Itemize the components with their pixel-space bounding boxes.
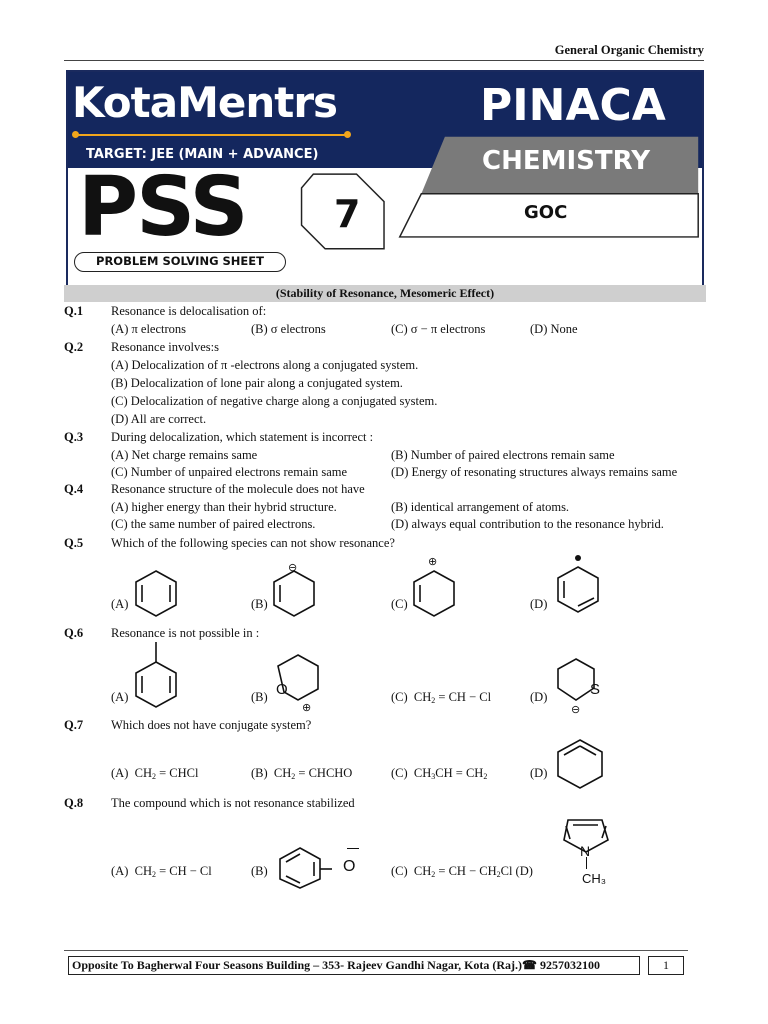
question-number: Q.4 xyxy=(64,482,84,496)
q3-option-a: (A) Net charge remains same xyxy=(111,448,258,462)
question-text: During delocalization, which statement is incorrect : xyxy=(111,430,374,444)
q6-option-b: (B) xyxy=(251,690,268,704)
q4-option-a: (A) higher energy than their hybrid structure. xyxy=(111,500,337,514)
question-number: Q.2 xyxy=(64,340,84,354)
oxygen-atom-label: O xyxy=(276,681,288,698)
oxygen-atom-label: O xyxy=(343,858,356,875)
chapter-label: GOC xyxy=(524,202,568,223)
q1-option-c: (C) σ − π electrons xyxy=(391,322,486,336)
question-text: Resonance structure of the molecule does not have xyxy=(111,482,365,496)
q6-option-a: (A) xyxy=(111,690,129,704)
question-number: Q.6 xyxy=(64,626,84,640)
q5-option-d: (D) xyxy=(530,597,548,611)
q1-option-a: (A) π electrons xyxy=(111,322,187,336)
question-text: Which of the following species can not show resonance? xyxy=(111,536,395,550)
question-text: Resonance is not possible in : xyxy=(111,626,260,640)
question-number: Q.7 xyxy=(64,718,84,732)
sheet-title: PSS xyxy=(78,160,247,255)
brand-logo: KotaMentrs xyxy=(72,78,338,127)
section-title: (Stability of Resonance, Mesomeric Effect) xyxy=(64,285,706,302)
q6-option-c: (C) $CH_2$ = CH − Cl xyxy=(391,690,492,705)
target-label: TARGET: JEE (MAIN + ADVANCE) xyxy=(86,147,319,162)
q3-option-d: (D) Energy of resonating structures always remains same xyxy=(391,465,678,479)
negative-charge-bar xyxy=(347,848,359,849)
q7-option-a: (A) $CH_2$ = CHCl xyxy=(111,766,199,781)
plus-charge-icon: ⊕ xyxy=(428,556,438,568)
q8-option-a: (A) $CH_2$ = CH − Cl xyxy=(111,864,212,879)
logo-dot-left xyxy=(72,131,79,138)
nitrogen-atom-label: N xyxy=(580,843,591,859)
q7-option-b: (B) $CH_2$ = CHCHO xyxy=(251,766,353,781)
q4-option-c: (C) the same number of paired electrons. xyxy=(111,517,316,531)
top-subject: General Organic Chemistry xyxy=(554,43,704,57)
q4-option-b: (B) identical arrangement of atoms. xyxy=(391,500,570,514)
question-number: Q.8 xyxy=(64,796,84,810)
brand-name: PINACA xyxy=(480,80,666,131)
cyclohexa-1-4-diene-structure xyxy=(554,738,610,790)
phenoxide-structure xyxy=(276,846,342,890)
q5-option-b: (B) xyxy=(251,597,268,611)
q4-option-d: (D) always equal contribution to the resonance hybrid. xyxy=(391,517,664,531)
top-rule xyxy=(64,60,704,61)
minus-charge-icon: ⊖ xyxy=(288,562,298,574)
q3-option-c: (C) Number of unpaired electrons remain same xyxy=(111,465,348,479)
q8-option-b: (B) xyxy=(251,864,268,878)
q8-option-c: (C) $CH_2$ = CH − $CH_2Cl$ (D) xyxy=(391,864,533,879)
footer-address: Opposite To Bagherwal Four Seasons Building – 353- Rajeev Gandhi Nagar, Kota (Raj.)☎ 9257032100 xyxy=(68,956,640,975)
q2-option-c: (C) Delocalization of negative charge along a conjugated system. xyxy=(111,394,438,408)
page-number: 1 xyxy=(648,956,684,975)
cyclohexadienyl-cation-structure xyxy=(412,564,462,618)
q5-option-c: (C) xyxy=(391,597,408,611)
cyclohexadiene-structure xyxy=(134,568,184,618)
q7-option-d: (D) xyxy=(530,766,548,780)
minus-charge-icon: ⊖ xyxy=(571,704,581,716)
q1-option-d: (D) None xyxy=(530,322,578,336)
question-text: The compound which is not resonance stabilized xyxy=(111,796,355,810)
question-number: Q.3 xyxy=(64,430,84,444)
methyl-cyclohexadiene-structure xyxy=(134,640,184,712)
question-number: Q.1 xyxy=(64,304,84,318)
plus-charge-icon: ⊕ xyxy=(302,702,312,714)
q2-option-d: (D) All are correct. xyxy=(111,412,207,426)
cyclohexadienyl-radical-structure xyxy=(554,554,606,618)
footer-rule xyxy=(64,950,688,951)
question-text: Which does not have conjugate system? xyxy=(111,718,312,732)
question-number: Q.5 xyxy=(64,536,84,550)
q7-option-c: (C) $CH_3CH = CH_2$ xyxy=(391,766,488,781)
q2-option-a: (A) Delocalization of π -electrons along a conjugated system. xyxy=(111,358,419,372)
q1-option-b: (B) σ electrons xyxy=(251,322,326,336)
thiacyclohexyl-anion-structure xyxy=(556,656,608,712)
subject-label: CHEMISTRY xyxy=(482,146,651,176)
sulfur-atom-label: S xyxy=(590,681,601,698)
header-banner xyxy=(66,70,704,290)
n-methyl-bond xyxy=(586,857,587,869)
question-text: Resonance involves:s xyxy=(111,340,219,354)
q3-option-b: (B) Number of paired electrons remain same xyxy=(391,448,615,462)
sheet-subtitle: PROBLEM SOLVING SHEET xyxy=(74,252,286,272)
q6-option-d: (D) xyxy=(530,690,548,704)
q5-option-a: (A) xyxy=(111,597,129,611)
methyl-group-label: CH₃ xyxy=(582,871,607,886)
question-text: Resonance is delocalisation of: xyxy=(111,304,267,318)
sheet-number: 7 xyxy=(334,192,361,236)
logo-dot-right xyxy=(344,131,351,138)
logo-underline xyxy=(76,134,346,136)
q2-option-b: (B) Delocalization of lone pair along a conjugated system. xyxy=(111,376,403,390)
